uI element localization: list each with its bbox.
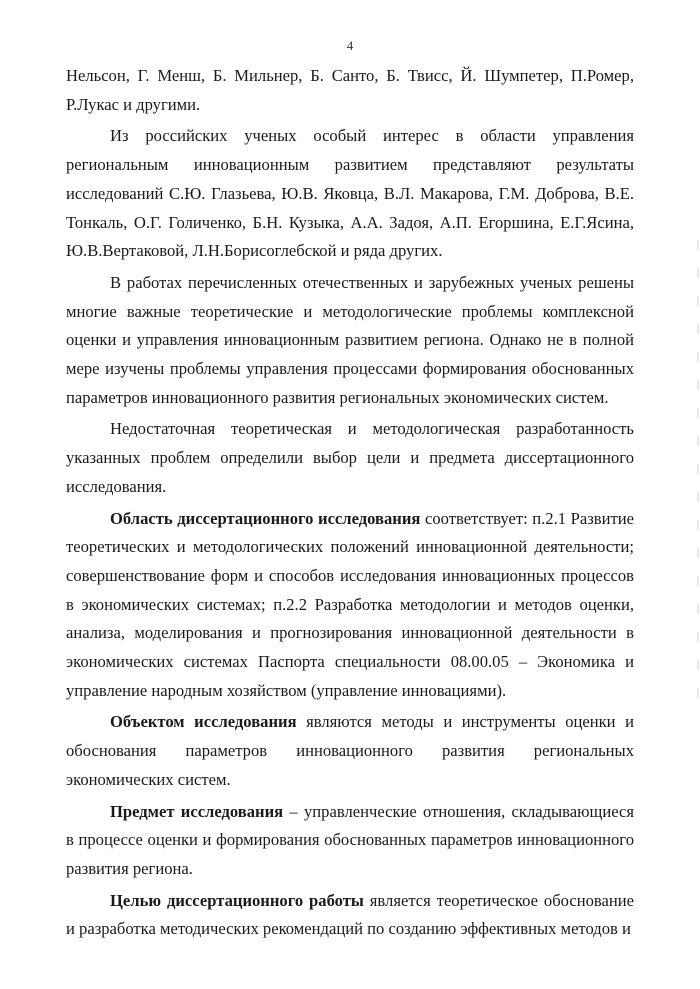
bold-lead-research-goal: Целью диссертационного работы (110, 890, 364, 910)
paragraph-text: Недостаточная теоретическая и методологическая разработанность указанных проблем определили выбор цели и предмета диссертационного исследования. (66, 419, 634, 496)
bold-lead-research-object: Объектом исследования (110, 712, 297, 732)
paragraph-insufficient-development (66, 415, 634, 501)
bold-lead-research-area: Область диссертационного исследования (110, 508, 421, 528)
paragraph-research-goal (66, 887, 634, 944)
paragraph-text: Из российских ученых особый интерес в области управления региональным инновационным развитием представляют результаты исследований С.Ю. Глазьева, Ю.В. Яковца, В.Л. Макарова, Г.М. Доброва, В.Е. Тонкаль, О.Г. Голиченко, Б.Н. Кузыка, А.А. Задоя, А.П. Егоршина, Е.Г.Ясина, Ю.В.Вертаковой, Л.Н.Борисоглебской и ряда других. (66, 126, 634, 261)
paragraph-text: – управленческие отношения, складывающиеся в процессе оценки и формирования обоснованных параметров инновационного развития региона. (66, 801, 634, 878)
page-number: 4 (346, 38, 354, 53)
paragraph-text: являются методы и инструменты оценки и обоснования параметров инновационного развития региональных экономических систем. (66, 712, 634, 789)
paragraph-text: Нельсон, Г. Менш, Б. Мильнер, Б. Санто, Б. Твисс, Й. Шумпетер, П.Ромер, Р.Лукас и другими. (66, 66, 634, 114)
paragraph-research-subject (66, 798, 634, 884)
paragraph-research-object (66, 708, 634, 794)
scan-edge-artifact (697, 240, 699, 700)
paragraph-text: является теоретическое обоснование и разработка методических рекомендаций по созданию эффективных методов и (66, 890, 634, 939)
paragraph-research-gap (66, 269, 634, 413)
paragraph-continuation (66, 62, 634, 119)
body-text (66, 62, 634, 944)
paragraph-text: В работах перечисленных отечественных и зарубежных ученых решены многие важные теоретические и методологические проблемы комплексной оценки и управления инновационным развитием региона. Однако не в полной мере изучены проблемы управления процессами формирования обоснованных параметров инновационного развития региональных экономических систем. (66, 272, 634, 407)
bold-lead-research-subject: Предмет исследования (110, 801, 284, 821)
paragraph-russian-scholars (66, 122, 634, 266)
paragraph-text: соответствует: п.2.1 Развитие теоретических и методологических положений инновационной деятельности; совершенствование форм и способов исследования инновационных процессов в экономических системах; п.2.2 Разработка методологии и методов оценки, анализа, моделирования и прогнозирования инновационной деятельности в экономических системах Паспорта специальности 08.00.05 – Экономика и управление народным хозяйством (управление инновациями). (66, 508, 634, 700)
paragraph-research-area (66, 505, 634, 706)
